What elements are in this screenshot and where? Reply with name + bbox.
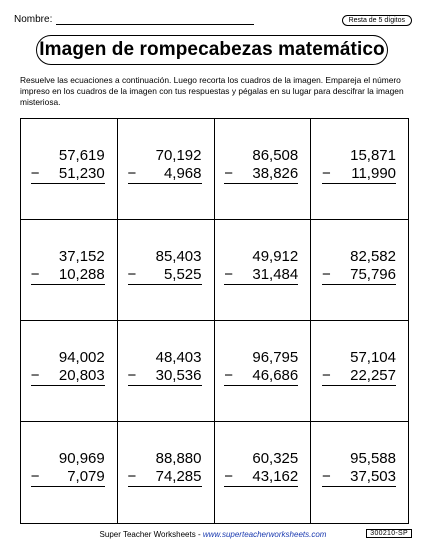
subtrahend: 43,162 <box>252 468 299 485</box>
subtrahend: 74,285 <box>155 468 202 485</box>
topic-badge: Resta de 5 dígitos <box>342 15 412 26</box>
minus-sign: − <box>224 165 234 182</box>
problem <box>31 147 105 184</box>
minus-sign: − <box>127 165 137 182</box>
minus-sign: − <box>127 266 137 283</box>
problem <box>224 147 298 184</box>
minus-sign: − <box>30 468 40 485</box>
problem-cell <box>118 119 215 220</box>
problem <box>224 349 298 386</box>
minuend: 96,795 <box>252 349 299 366</box>
minus-sign: − <box>127 367 137 384</box>
subtrahend: 22,257 <box>350 367 396 384</box>
problem-cell <box>215 422 312 523</box>
problem <box>128 450 202 487</box>
name-field[interactable] <box>56 14 254 25</box>
minus-sign: − <box>322 367 331 384</box>
worksheet-code: 300210-SP <box>366 529 412 538</box>
problem-cell <box>118 220 215 321</box>
minus-sign: − <box>322 468 331 485</box>
problem-cell <box>311 321 408 422</box>
minuend: 85,403 <box>155 248 202 265</box>
subtrahend: 4,968 <box>163 165 202 182</box>
minuend: 88,880 <box>155 450 202 467</box>
problem-cell <box>21 220 118 321</box>
subtrahend: 37,503 <box>350 468 396 485</box>
problem <box>322 248 396 285</box>
footer-brand: Super Teacher Worksheets <box>99 530 196 539</box>
minus-sign: − <box>127 468 137 485</box>
minuend: 57,104 <box>350 349 396 366</box>
minuend: 70,192 <box>155 147 202 164</box>
minuend: 95,588 <box>350 450 396 467</box>
minuend: 37,152 <box>58 248 105 265</box>
problem-cell <box>118 321 215 422</box>
subtrahend: 51,230 <box>58 165 105 182</box>
minuend: 82,582 <box>350 248 396 265</box>
problem-cell <box>21 321 118 422</box>
subtrahend: 31,484 <box>252 266 299 283</box>
minuend: 57,619 <box>58 147 105 164</box>
problem <box>31 450 105 487</box>
minuend: 49,912 <box>252 248 299 265</box>
name-row <box>14 14 254 25</box>
minuend: 94,002 <box>58 349 105 366</box>
minuend: 90,969 <box>58 450 105 467</box>
instructions: Resuelve las ecuaciones a continuación. Luego recorta los cuadros de la imagen. Empareja el número impreso en los cuadros de la imagen con tus respuestas y pégalas en su lugar para descifrar la imagen misteriosa. <box>20 75 404 107</box>
minuend: 48,403 <box>155 349 202 366</box>
subtrahend: 5,525 <box>163 266 202 283</box>
problem <box>224 450 298 487</box>
minuend: 15,871 <box>350 147 396 164</box>
problem <box>322 349 396 386</box>
subtrahend: 20,803 <box>58 367 105 384</box>
minus-sign: − <box>322 266 331 283</box>
subtrahend: 10,288 <box>58 266 105 283</box>
problem-cell <box>118 422 215 523</box>
problem <box>31 248 105 285</box>
problem <box>322 450 396 487</box>
problem-grid <box>20 118 409 524</box>
problem-cell <box>21 119 118 220</box>
minus-sign: − <box>224 468 234 485</box>
subtrahend: 38,826 <box>252 165 299 182</box>
problem <box>31 349 105 386</box>
minus-sign: − <box>224 367 234 384</box>
footer-separator: - <box>195 530 203 539</box>
minus-sign: − <box>322 165 331 182</box>
subtrahend: 7,079 <box>67 468 105 485</box>
minus-sign: − <box>30 367 40 384</box>
name-label: Nombre: <box>14 14 53 25</box>
problem-cell <box>215 321 312 422</box>
subtrahend: 11,990 <box>351 165 396 182</box>
footer-url-link[interactable]: www.superteacherworksheets.com <box>202 530 327 539</box>
title-banner <box>36 35 388 65</box>
footer <box>0 530 426 539</box>
minus-sign: − <box>224 266 234 283</box>
subtrahend: 75,796 <box>350 266 396 283</box>
problem <box>128 248 202 285</box>
problem-cell <box>215 220 312 321</box>
problem-cell <box>215 119 312 220</box>
minus-sign: − <box>30 165 40 182</box>
minus-sign: − <box>30 266 40 283</box>
problem-cell <box>21 422 118 523</box>
problem <box>224 248 298 285</box>
problem <box>128 349 202 386</box>
problem <box>322 147 396 184</box>
problem-cell <box>311 422 408 523</box>
problem <box>128 147 202 184</box>
problem-cell <box>311 119 408 220</box>
minuend: 86,508 <box>252 147 299 164</box>
subtrahend: 46,686 <box>252 367 299 384</box>
problem-cell <box>311 220 408 321</box>
minuend: 60,325 <box>252 450 299 467</box>
page-title: Imagen de rompecabezas matemático <box>39 39 385 60</box>
subtrahend: 30,536 <box>155 367 202 384</box>
